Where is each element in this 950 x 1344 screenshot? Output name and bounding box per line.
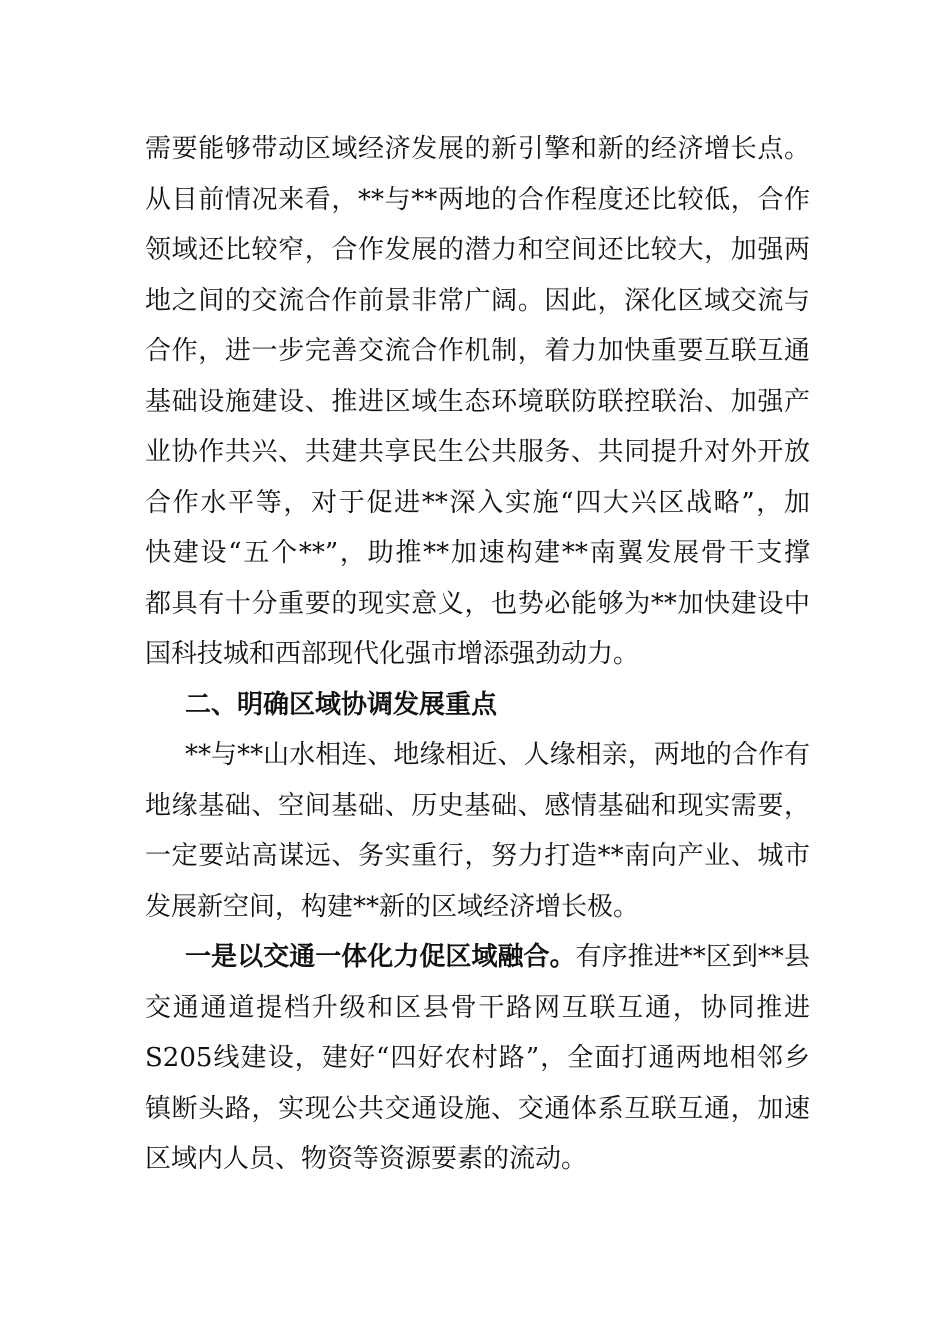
text-line: 交通通道提档升级和区县骨干路网互联互通，协同推进 xyxy=(145,992,810,1023)
text-line: 从目前情况来看，**与**两地的合作程度还比较低，合作 xyxy=(145,184,810,215)
text-line xyxy=(145,932,810,983)
text-line: 业协作共兴、共建共享民生公共服务、共同提升对外开放 xyxy=(145,437,810,467)
text-line: 一定要站高谋远、务实重行，努力打造**南向产业、城市 xyxy=(145,841,810,871)
text-line: S205线建设，建好“四好农村路”，全面打通两地相邻乡 xyxy=(145,1043,810,1073)
text-line: 合作，进一步完善交流合作机制，着力加快重要互联互通 xyxy=(145,336,810,366)
paragraph-context xyxy=(145,124,810,680)
text-line: 都具有十分重要的现实意义，也势必能够为**加快建设中 xyxy=(145,588,810,619)
document-body xyxy=(145,124,810,1185)
text-line: 基础设施建设、推进区域生态环境联防联控联治、加强产 xyxy=(145,386,810,417)
text-line: 地缘基础、空间基础、历史基础、感情基础和现实需要， xyxy=(145,790,810,821)
text-line: 快建设“五个**”，助推**加速构建**南翼发展骨干支撑 xyxy=(145,538,810,568)
bold-lead: 一是以交通一体化力促区域融合。 xyxy=(185,942,576,972)
paragraph-overview xyxy=(145,730,810,932)
paragraph-transport xyxy=(145,932,810,1185)
text-line: 合作水平等，对于促进**深入实施“四大兴区战略”，加 xyxy=(145,487,810,518)
text-line: 地之间的交流合作前景非常广阔。因此，深化区域交流与 xyxy=(145,285,810,316)
section-heading: 二、明确区域协调发展重点 xyxy=(185,689,498,720)
text-line: 镇断头路，实现公共交通设施、交通体系互联互通，加速 xyxy=(145,1093,810,1124)
text-line: 国科技城和西部现代化强市增添强劲动力。 xyxy=(145,639,640,669)
text-line: **与**山水相连、地缘相近、人缘相亲，两地的合作有 xyxy=(185,740,810,770)
text-line: 领域还比较窄，合作发展的潜力和空间还比较大，加强两 xyxy=(145,235,810,265)
text-line: 需要能够带动区域经济发展的新引擎和新的经济增长点。 xyxy=(145,134,810,164)
text-line: 发展新空间，构建**新的区域经济增长极。 xyxy=(145,891,640,922)
text-line: 区域内人员、物资等资源要素的流动。 xyxy=(145,1144,588,1174)
lead-continuation: 有序推进**区到**县 xyxy=(575,942,810,972)
